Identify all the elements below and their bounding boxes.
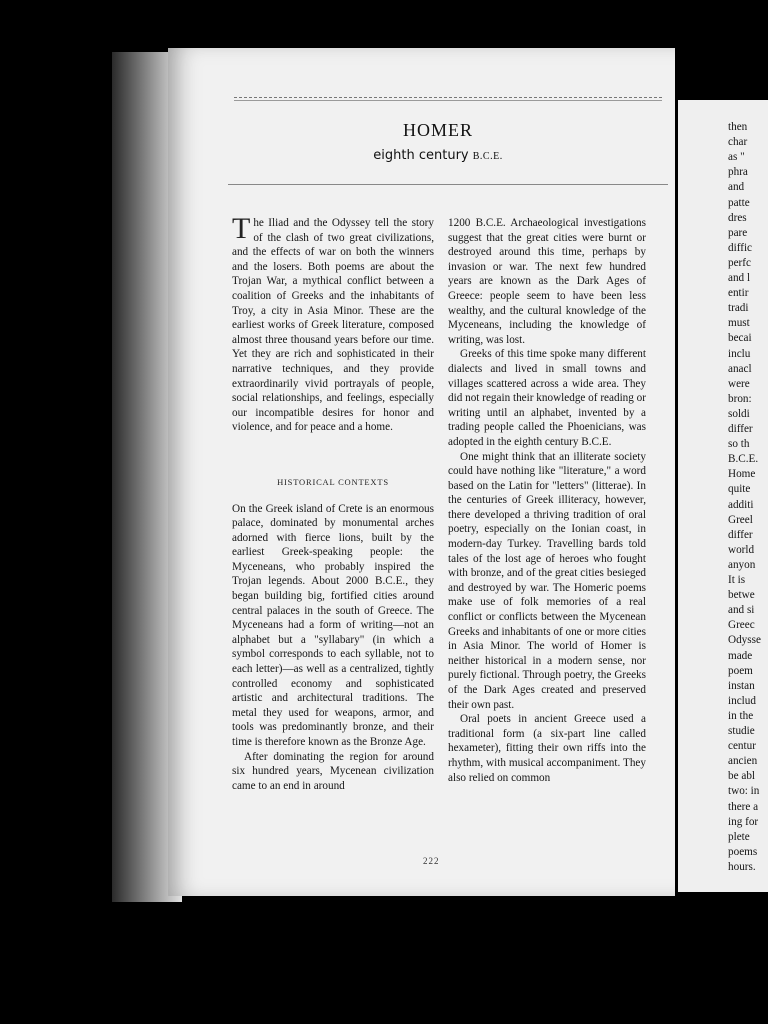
facing-page-line: there a	[728, 800, 759, 813]
facing-page-line: poem	[728, 664, 753, 677]
facing-page-line: instan	[728, 679, 755, 692]
intro-paragraph	[232, 212, 434, 435]
chapter-title: HOMER	[402, 120, 473, 140]
facing-page-line: then	[728, 121, 748, 133]
facing-page-line: be abl	[728, 770, 756, 783]
facing-page-line: ing for	[728, 815, 759, 828]
facing-page-line: includ	[728, 694, 756, 707]
facing-page-line: tradi	[728, 302, 749, 315]
title-rule	[228, 184, 668, 185]
facing-page-line: and	[728, 181, 745, 194]
right-column	[448, 216, 646, 785]
facing-page-line: and l	[728, 272, 751, 284]
section-heading: HISTORICAL CONTEXTS	[277, 476, 389, 487]
body-paragraph: Greeks of this time spoke many different dialects and lived in small towns and villages scattered across a wide area. They did not regain their knowledge of reading or writing until an alphabet, invented by a trading people called the Phoenicians, was adopted in the eighth century B.C.E.	[448, 348, 646, 448]
facing-page-line: soldi	[728, 407, 750, 420]
facing-page-line: world	[728, 543, 755, 556]
body-paragraph: Oral poets in ancient Greece used a traditional form (a six-part line called hexameter), fitting their own riffs into the rhythm, with musical accompaniment. They also relied on common	[448, 713, 646, 784]
facing-page-line: patte	[728, 196, 750, 209]
facing-page-line: centur	[728, 740, 756, 753]
facing-page-line: betwe	[728, 589, 755, 602]
facing-page-line: Odysse	[728, 634, 761, 647]
facing-page-line: must	[728, 317, 750, 330]
chapter-subtitle	[168, 148, 708, 163]
subtitle-era: B.C.E.	[472, 151, 503, 162]
subtitle-century: eighth century	[373, 148, 469, 163]
facing-page-line: diffic	[728, 241, 753, 254]
header-rule-dashed	[234, 97, 662, 98]
facing-page-line: phra	[728, 166, 748, 179]
facing-page-line: It is	[728, 574, 746, 586]
facing-page-line: entir	[728, 287, 749, 300]
facing-page-line: dres	[728, 211, 747, 224]
facing-page-line: pare	[728, 226, 748, 239]
facing-page-line: differ	[728, 528, 753, 541]
facing-page-line: perfc	[728, 256, 751, 269]
facing-page-line: anacl	[728, 362, 752, 375]
facing-page-line: plete	[728, 830, 750, 843]
facing-page-line: Greel	[728, 513, 753, 526]
drop-cap: T	[232, 212, 251, 245]
facing-page-line: two: in	[728, 785, 760, 798]
facing-page-line: Greec	[728, 619, 755, 632]
facing-page-line: ancien	[728, 755, 758, 768]
facing-page-line: as "	[728, 151, 745, 164]
facing-page-line: differ	[728, 423, 753, 435]
facing-page-line: additi	[728, 498, 754, 511]
facing-page-line: B.C.E.	[728, 453, 759, 466]
facing-page-line: so th	[728, 438, 750, 451]
facing-page-line: studie	[728, 725, 755, 737]
facing-page-line: were	[728, 377, 750, 390]
page-number: 222	[423, 856, 440, 866]
facing-page-line: made	[728, 649, 753, 662]
book-page	[168, 48, 675, 896]
body-paragraph: One might think that an illiterate society could have nothing like "literature," a word based on the Latin for "letters" (litterae). In the centuries of Greek illiteracy, however, there developed a thriving tradition of oral poetry, especially on the Ionian coast, in modern-day Turkey. Travelling bards told tales of the lost age of heroes who fought with bronze, and of the great cities besieged and destroyed by war. The Homeric poems make use of folk memories of a real conflict or conflicts between the Mycenean Greeks and inhabitants of one or more cities in Asia Minor. The world of Homer is neither historical in a modern sense, nor purely fictional. Through poetry, the Greeks of the Dark Ages created and preserved their own past.	[448, 450, 646, 711]
facing-page-line: and si	[728, 604, 755, 617]
facing-page-line: quite	[728, 483, 751, 496]
header-rule	[234, 100, 662, 101]
facing-page-line: Home	[728, 468, 756, 481]
facing-page-line: anyon	[728, 558, 756, 571]
facing-page-line: hours.	[728, 860, 756, 873]
facing-page	[678, 100, 768, 892]
facing-page-line: bron:	[728, 392, 752, 405]
body-paragraph: After dominating the region for around six hundred years, Mycenean civilization came to an end in around	[232, 750, 434, 792]
body-paragraph: On the Greek island of Crete is an enormous palace, dominated by monumental arches adorned with fierce lions, built by the earliest Greek-speaking people: the Myceneans, who probably inspired the Trojan legends. About 2000 B.C.E., they began building big, fortified cities around central palaces in the south of Greece. The Myceneans had a form of writing—not an alphabet but a "syllabary" (in which a symbol corresponds to each syllable, not to each letter)—as well as a centralized, tightly controlled economy and sophisticated artistic and architectural traditions. The metal they used for weapons, armor, and tools was predominantly bronze, and their time is therefore known as the Bronze Age.	[232, 502, 434, 748]
facing-page-line: in the	[728, 709, 754, 722]
facing-page-line: char	[728, 136, 748, 149]
intro-text: he Iliad and the Odyssey tell the story of the clash of two great civilizations, and the effects of war on both the winners and the losers. Both poems are about the Trojan War, a mythical conflict between a coalition of Greeks and the inhabitants of Troy, a city in Asia Minor. These are the earliest works of Greek literature, composed almost three thousand years before our time. Yet they are rich and sophisticated in their narrative techniques, and they provide extraordinarily vivid portrayals of people, social relationships, and feelings, especially our incompatible desires for honor and violence, and for peace and a home.	[232, 217, 434, 434]
body-paragraph: 1200 B.C.E. Archaeological investigations suggest that the great cities were burnt or destroyed around this time, perhaps by invasion or war. The next few hundred years are known as the Dark Ages of Greece: people seem to have been less wealthy, and the cultural knowledge of the Myceneans, including the knowledge of writing, was lost.	[448, 217, 646, 346]
facing-page-line: becai	[728, 332, 752, 345]
facing-page-line: poems	[728, 845, 758, 858]
facing-page-line: inclu	[728, 347, 751, 360]
left-column	[232, 212, 434, 793]
